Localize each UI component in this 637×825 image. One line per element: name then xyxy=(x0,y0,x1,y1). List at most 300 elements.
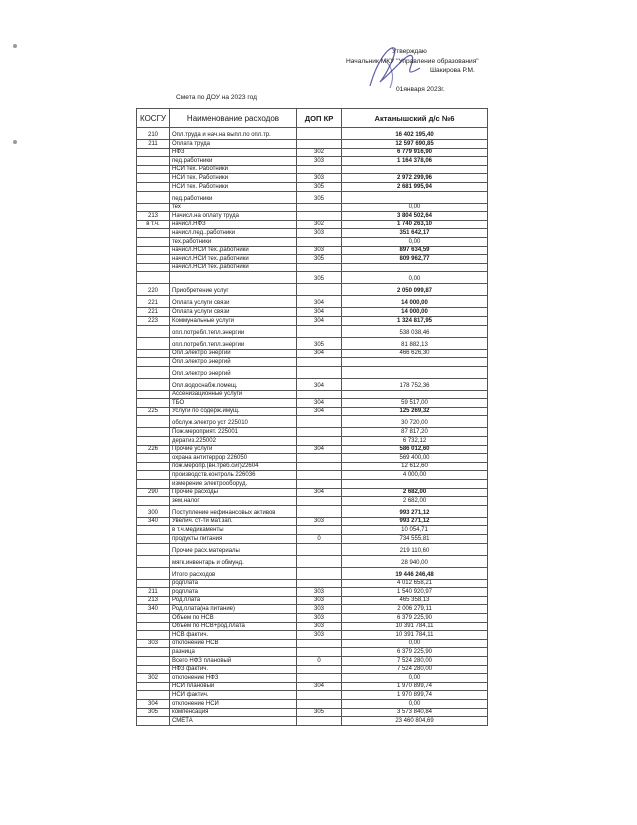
dopkr-cell: 303 xyxy=(297,229,342,238)
kosgu-cell xyxy=(137,148,170,157)
table-row xyxy=(137,399,488,408)
table-row xyxy=(137,471,488,480)
name-cell: тех.работники xyxy=(170,237,297,246)
value-cell: 6 779 916,90 xyxy=(342,148,488,157)
value-cell: 993 271,12 xyxy=(342,505,488,517)
table-row xyxy=(137,428,488,437)
value-cell: 569 400,00 xyxy=(342,454,488,463)
table-row xyxy=(137,337,488,349)
name-cell: Объем по НСВ+род.плата xyxy=(170,622,297,631)
dopkr-cell xyxy=(297,203,342,212)
kosgu-cell xyxy=(137,691,170,700)
name-cell: НФЗ xyxy=(170,148,297,157)
name-cell: пед.работники xyxy=(170,157,297,166)
name-cell: начисл.НФЗ xyxy=(170,220,297,229)
table-row xyxy=(137,237,488,246)
name-cell: начисл.пед..работники xyxy=(170,229,297,238)
name-cell: НСИ тех. Работники xyxy=(170,165,297,174)
table-row xyxy=(137,182,488,191)
approval-label: Утверждаю xyxy=(392,48,427,55)
name-cell: Опл.труда и нач.на выпл.по опл.тр. xyxy=(170,128,297,140)
dopkr-cell xyxy=(297,358,342,367)
table-row xyxy=(137,212,488,221)
value-cell: 4 000,00 xyxy=(342,471,488,480)
name-cell: охрана антитеррор 226050 xyxy=(170,454,297,463)
table-header-row xyxy=(137,109,488,128)
kosgu-cell xyxy=(137,337,170,349)
dopkr-cell: 305 xyxy=(297,708,342,717)
dopkr-cell: 303 xyxy=(297,596,342,605)
value-cell: 14 000,00 xyxy=(342,296,488,308)
table-row xyxy=(137,480,488,489)
name-cell: зем.налог xyxy=(170,497,297,506)
table-row xyxy=(137,648,488,657)
name-cell: производств.контроль 226036 xyxy=(170,471,297,480)
name-cell: опл.потребл.тепл.энергии xyxy=(170,325,297,337)
value-cell: 1 740 263,10 xyxy=(342,220,488,229)
kosgu-cell xyxy=(137,157,170,166)
name-cell: отклонение НСВ xyxy=(170,639,297,648)
kosgu-cell: 221 xyxy=(137,308,170,317)
kosgu-cell xyxy=(137,229,170,238)
table-row xyxy=(137,349,488,358)
value-cell: 16 402 195,40 xyxy=(342,128,488,140)
table-row xyxy=(137,255,488,264)
table-row xyxy=(137,596,488,605)
name-cell: пед.работники xyxy=(170,191,297,203)
name-cell: Опл.электро энергий xyxy=(170,358,297,367)
name-cell: НСВ фактич. xyxy=(170,631,297,640)
value-cell: 897 634,59 xyxy=(342,246,488,255)
kosgu-cell xyxy=(137,399,170,408)
kosgu-cell xyxy=(137,471,170,480)
value-cell xyxy=(342,191,488,203)
table-row xyxy=(137,665,488,674)
kosgu-cell: 223 xyxy=(137,316,170,325)
name-cell: СМЕТА xyxy=(170,717,297,726)
value-cell: 0,00 xyxy=(342,699,488,708)
kosgu-cell xyxy=(137,717,170,726)
dopkr-cell xyxy=(297,428,342,437)
table-row xyxy=(137,316,488,325)
kosgu-cell: 210 xyxy=(137,128,170,140)
name-cell: Коммунальные услуги xyxy=(170,316,297,325)
name-cell: Оплата труда xyxy=(170,140,297,149)
value-cell xyxy=(342,366,488,378)
value-cell: 6 379 225,90 xyxy=(342,613,488,622)
name-cell: опл.потребл.тепл.энергии xyxy=(170,337,297,349)
name-cell: Итого расходов xyxy=(170,567,297,579)
kosgu-cell xyxy=(137,579,170,588)
dopkr-cell xyxy=(297,263,342,272)
name-cell: продукты питания xyxy=(170,535,297,544)
name-cell: НСИ плановый xyxy=(170,682,297,691)
dopkr-cell: 304 xyxy=(297,378,342,390)
value-cell: 1 164 378,06 xyxy=(342,157,488,166)
table-row xyxy=(137,191,488,203)
value-cell: 14 000,00 xyxy=(342,308,488,317)
value-cell xyxy=(342,480,488,489)
kosgu-cell: 213 xyxy=(137,596,170,605)
dopkr-cell xyxy=(297,567,342,579)
kosgu-cell xyxy=(137,378,170,390)
kosgu-cell xyxy=(137,682,170,691)
kosgu-cell xyxy=(137,165,170,174)
dopkr-cell: 305 xyxy=(297,255,342,264)
kosgu-cell xyxy=(137,263,170,272)
kosgu-cell xyxy=(137,366,170,378)
kosgu-cell: 213 xyxy=(137,212,170,221)
dopkr-cell xyxy=(297,462,342,471)
value-cell xyxy=(342,390,488,399)
table-row xyxy=(137,717,488,726)
table-row xyxy=(137,358,488,367)
name-cell: пож.меропр.(вн.треб.сиг)22604 xyxy=(170,462,297,471)
value-cell: 30 720,00 xyxy=(342,416,488,428)
dopkr-cell xyxy=(297,579,342,588)
kosgu-cell xyxy=(137,665,170,674)
dopkr-cell: 304 xyxy=(297,296,342,308)
kosgu-cell xyxy=(137,497,170,506)
dopkr-cell: 303 xyxy=(297,157,342,166)
kosgu-cell: 340 xyxy=(137,605,170,614)
dopkr-cell: 304 xyxy=(297,682,342,691)
table-row xyxy=(137,366,488,378)
table-row xyxy=(137,631,488,640)
dopkr-cell: 303 xyxy=(297,174,342,183)
value-cell: 0,00 xyxy=(342,237,488,246)
value-cell: 466 626,30 xyxy=(342,349,488,358)
table-row xyxy=(137,445,488,454)
table-row xyxy=(137,246,488,255)
dopkr-cell xyxy=(297,416,342,428)
table-row xyxy=(137,229,488,238)
dopkr-cell xyxy=(297,543,342,555)
table-row xyxy=(137,639,488,648)
table-row xyxy=(137,691,488,700)
value-cell: 2 682,00 xyxy=(342,488,488,497)
table-row xyxy=(137,462,488,471)
value-cell: 12 597 690,85 xyxy=(342,140,488,149)
name-cell: отклонение НФЗ xyxy=(170,674,297,683)
dopkr-cell xyxy=(297,639,342,648)
punch-hole-mark xyxy=(13,44,17,48)
value-cell: 4 012 658,21 xyxy=(342,579,488,588)
name-cell: Оплата услуги связи xyxy=(170,308,297,317)
value-cell: 7 524 280,00 xyxy=(342,665,488,674)
dopkr-cell: 305 xyxy=(297,337,342,349)
table-row xyxy=(137,220,488,229)
table-row xyxy=(137,567,488,579)
table-row xyxy=(137,517,488,526)
value-cell: 23 460 804,69 xyxy=(342,717,488,726)
name-cell: Поступление нефинансовых активов xyxy=(170,505,297,517)
dopkr-cell: 0 xyxy=(297,656,342,665)
value-cell: 351 642,17 xyxy=(342,229,488,238)
kosgu-cell: 226 xyxy=(137,445,170,454)
value-cell: 1 540 920,97 xyxy=(342,588,488,597)
kosgu-cell xyxy=(137,656,170,665)
dopkr-cell: 303 xyxy=(297,622,342,631)
name-cell: обслуж.электро уст 225010 xyxy=(170,416,297,428)
dopkr-cell: 304 xyxy=(297,445,342,454)
kosgu-cell: 302 xyxy=(137,674,170,683)
table-row xyxy=(137,263,488,272)
dopkr-cell xyxy=(297,284,342,296)
name-cell: Прочие расх.материалы xyxy=(170,543,297,555)
dopkr-header: ДОП КР xyxy=(297,109,342,128)
name-cell: Оплата услуги связи xyxy=(170,296,297,308)
value-cell: 0,00 xyxy=(342,272,488,284)
name-cell: Ассенизационные услуги xyxy=(170,390,297,399)
kosgu-cell: 220 xyxy=(137,284,170,296)
dopkr-cell: 305 xyxy=(297,182,342,191)
value-cell xyxy=(342,165,488,174)
kosgu-cell xyxy=(137,272,170,284)
value-cell: 1 970 899,74 xyxy=(342,691,488,700)
dopkr-cell xyxy=(297,497,342,506)
table-row xyxy=(137,543,488,555)
dopkr-cell xyxy=(297,366,342,378)
value-cell: 10 054,71 xyxy=(342,526,488,535)
table-row xyxy=(137,174,488,183)
kosgu-cell xyxy=(137,613,170,622)
kosgu-cell xyxy=(137,622,170,631)
approver-position: Начальник МКУ "Управление образования" xyxy=(346,58,479,65)
table-row xyxy=(137,407,488,416)
kosgu-cell xyxy=(137,246,170,255)
table-row xyxy=(137,378,488,390)
dopkr-cell: 303 xyxy=(297,605,342,614)
name-cell: измерение электрооборуд. xyxy=(170,480,297,489)
value-cell: 3 573 840,84 xyxy=(342,708,488,717)
kosgu-cell xyxy=(137,567,170,579)
kosgu-cell xyxy=(137,526,170,535)
dopkr-cell xyxy=(297,505,342,517)
table-row xyxy=(137,613,488,622)
dopkr-cell xyxy=(297,454,342,463)
dopkr-cell xyxy=(297,717,342,726)
dopkr-cell xyxy=(297,325,342,337)
dopkr-cell: 0 xyxy=(297,535,342,544)
kosgu-cell xyxy=(137,255,170,264)
dopkr-cell xyxy=(297,691,342,700)
value-cell: 0,00 xyxy=(342,203,488,212)
table-row xyxy=(137,699,488,708)
dopkr-cell xyxy=(297,437,342,446)
kosgu-cell xyxy=(137,390,170,399)
kosgu-cell xyxy=(137,428,170,437)
kosgu-cell xyxy=(137,237,170,246)
name-cell: Опл.электро энергий xyxy=(170,366,297,378)
table-row xyxy=(137,296,488,308)
table-row xyxy=(137,308,488,317)
value-cell: 1 324 817,95 xyxy=(342,316,488,325)
table-row xyxy=(137,454,488,463)
kosgu-cell: в т.ч. xyxy=(137,220,170,229)
name-cell: НСИ тех. Работники xyxy=(170,182,297,191)
name-cell: Приобретение услуг xyxy=(170,284,297,296)
value-cell: 219 110,60 xyxy=(342,543,488,555)
table-row xyxy=(137,682,488,691)
value-cell: 2 682,00 xyxy=(342,497,488,506)
value-cell: 0,00 xyxy=(342,639,488,648)
kosgu-cell xyxy=(137,555,170,567)
kosgu-cell xyxy=(137,454,170,463)
dopkr-cell: 303 xyxy=(297,613,342,622)
kosgu-cell: 211 xyxy=(137,588,170,597)
dopkr-cell xyxy=(297,140,342,149)
table-row xyxy=(137,128,488,140)
name-cell: Прочие услуги xyxy=(170,445,297,454)
name-cell: в т.ч.медикаменты xyxy=(170,526,297,535)
table-row xyxy=(137,505,488,517)
name-cell: начисл.НСИ тех.,работники xyxy=(170,255,297,264)
name-cell: тех xyxy=(170,203,297,212)
name-cell: Пож.мероприят. 225001 xyxy=(170,428,297,437)
kosgu-cell: 303 xyxy=(137,639,170,648)
budget-table xyxy=(136,108,488,726)
value-cell: 6 379 225,90 xyxy=(342,648,488,657)
name-cell: ТБО xyxy=(170,399,297,408)
kosgu-cell: 225 xyxy=(137,407,170,416)
dopkr-cell: 304 xyxy=(297,399,342,408)
name-cell: дератиз.225002 xyxy=(170,437,297,446)
name-cell: НСИ фактич. xyxy=(170,691,297,700)
dopkr-cell: 305 xyxy=(297,272,342,284)
name-cell: родплата xyxy=(170,588,297,597)
dopkr-cell xyxy=(297,665,342,674)
table-row xyxy=(137,203,488,212)
value-cell: 2 972 299,96 xyxy=(342,174,488,183)
kosgu-cell xyxy=(137,437,170,446)
value-cell: 12 612,60 xyxy=(342,462,488,471)
dopkr-cell: 303 xyxy=(297,517,342,526)
value-cell: 7 524 280,00 xyxy=(342,656,488,665)
name-cell: Начисл.на оплату труда xyxy=(170,212,297,221)
approval-date: 01января 2023г. xyxy=(396,86,445,93)
table-row xyxy=(137,272,488,284)
dopkr-cell xyxy=(297,555,342,567)
table-row xyxy=(137,588,488,597)
table-row xyxy=(137,148,488,157)
value-cell: 993 271,12 xyxy=(342,517,488,526)
value-cell: 10 391 784,11 xyxy=(342,622,488,631)
table-row xyxy=(137,605,488,614)
value-cell: 178 752,36 xyxy=(342,378,488,390)
dopkr-cell: 304 xyxy=(297,308,342,317)
name-cell: Род.плата xyxy=(170,596,297,605)
name-cell: Прочие расходы xyxy=(170,488,297,497)
name-cell: Услуги по содерж.имущ. xyxy=(170,407,297,416)
table-row xyxy=(137,437,488,446)
value-cell: 0,00 xyxy=(342,674,488,683)
name-cell: НФЗ фактич. xyxy=(170,665,297,674)
kosgu-cell xyxy=(137,191,170,203)
table-row xyxy=(137,416,488,428)
value-cell: 87 817,20 xyxy=(342,428,488,437)
value-cell: 19 446 246,48 xyxy=(342,567,488,579)
name-cell xyxy=(170,272,297,284)
table-row xyxy=(137,535,488,544)
value-cell: 586 012,60 xyxy=(342,445,488,454)
value-cell: 125 269,32 xyxy=(342,407,488,416)
kosgu-cell: 305 xyxy=(137,708,170,717)
dopkr-cell: 302 xyxy=(297,220,342,229)
approver-name: Шакирова Р.М. xyxy=(430,67,475,74)
kosgu-header: КОСГУ xyxy=(137,109,170,128)
kosgu-cell xyxy=(137,416,170,428)
document-title: Смета по ДОУ на 2023 год xyxy=(176,94,257,101)
name-cell: разница xyxy=(170,648,297,657)
kosgu-cell xyxy=(137,349,170,358)
value-cell: 2 681 995,94 xyxy=(342,182,488,191)
name-cell: Опл.электро энергий xyxy=(170,349,297,358)
dopkr-cell xyxy=(297,471,342,480)
dopkr-cell xyxy=(297,699,342,708)
table-row xyxy=(137,708,488,717)
name-cell: родплата xyxy=(170,579,297,588)
kosgu-cell xyxy=(137,174,170,183)
dopkr-cell xyxy=(297,390,342,399)
dopkr-cell xyxy=(297,212,342,221)
kosgu-cell xyxy=(137,358,170,367)
table-row xyxy=(137,325,488,337)
name-cell: начисл.НСИ тех.,работники xyxy=(170,263,297,272)
dopkr-cell xyxy=(297,237,342,246)
dopkr-cell: 304 xyxy=(297,316,342,325)
value-cell: 3 804 502,64 xyxy=(342,212,488,221)
dopkr-cell: 303 xyxy=(297,246,342,255)
name-cell: компенсация xyxy=(170,708,297,717)
kosgu-cell xyxy=(137,535,170,544)
dopkr-cell xyxy=(297,674,342,683)
table-row xyxy=(137,579,488,588)
name-cell: Всего НФЗ плановый xyxy=(170,656,297,665)
value-header: Актанышский д/с №6 xyxy=(342,109,488,128)
kosgu-cell: 221 xyxy=(137,296,170,308)
table-row xyxy=(137,526,488,535)
dopkr-cell: 302 xyxy=(297,148,342,157)
name-cell: Опл.водоснабж.помещ. xyxy=(170,378,297,390)
value-cell: 28 940,00 xyxy=(342,555,488,567)
value-cell: 59 517,00 xyxy=(342,399,488,408)
dopkr-cell: 305 xyxy=(297,191,342,203)
kosgu-cell: 340 xyxy=(137,517,170,526)
table-row xyxy=(137,674,488,683)
table-row xyxy=(137,284,488,296)
kosgu-cell: 290 xyxy=(137,488,170,497)
name-cell: Увелич. ст-ти мат.зап. xyxy=(170,517,297,526)
dopkr-cell xyxy=(297,648,342,657)
dopkr-cell xyxy=(297,128,342,140)
kosgu-cell xyxy=(137,182,170,191)
kosgu-cell xyxy=(137,462,170,471)
table-row xyxy=(137,497,488,506)
table-row xyxy=(137,140,488,149)
value-cell: 2 006 279,11 xyxy=(342,605,488,614)
kosgu-cell xyxy=(137,480,170,489)
dopkr-cell xyxy=(297,526,342,535)
dopkr-cell: 304 xyxy=(297,407,342,416)
punch-hole-mark xyxy=(13,140,17,144)
name-cell: НСИ тех. Работники xyxy=(170,174,297,183)
table-row xyxy=(137,555,488,567)
name-cell: Объем по НСВ xyxy=(170,613,297,622)
name-cell: начисл.НСИ тех.,работники xyxy=(170,246,297,255)
kosgu-cell: 300 xyxy=(137,505,170,517)
kosgu-cell xyxy=(137,648,170,657)
